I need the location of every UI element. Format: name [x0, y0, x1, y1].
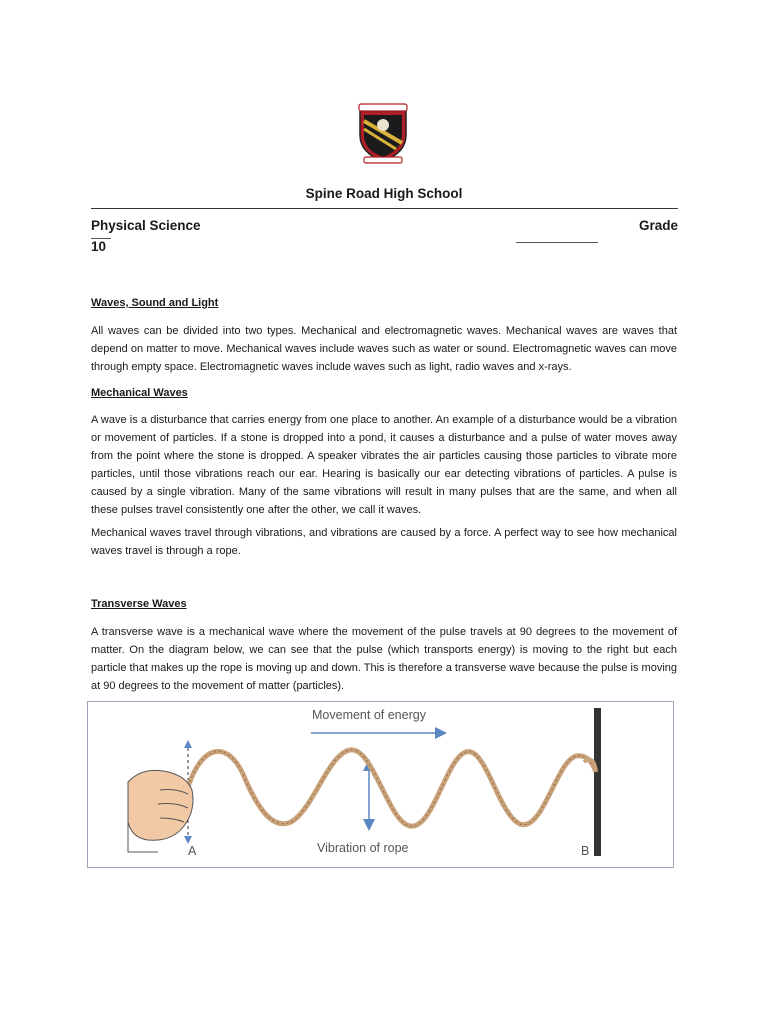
rope-wave — [188, 750, 596, 826]
mechanical-paragraph-1: A wave is a disturbance that carries energy from one place to another. An example of a disturbance would be a vibration or movement of particles. If a stone is dropped into a pond, it causes a disturbance and a pulse of water moves away from the point where the stone is dropped. A speaker vibrates the air particles causing those particles to vibrate more particles, until those vibrations reach our ear. Hearing is basically our ear detecting vibrations of particles. A pulse is caused by a single vibration. Many of the same vibrations will result in many pulses that are the same, and when all these pulses travel consistently one after the other, we call it waves. — [91, 414, 677, 516]
school-crest-icon — [356, 101, 410, 165]
mechanical-paragraph-2: Mechanical waves travel through vibrations, and vibrations are caused by a force. A perfect way to see how mechanical waves travel is through a rope. — [91, 527, 677, 557]
subject-title: Physical Science — [91, 218, 201, 233]
wall-post — [594, 708, 601, 856]
transverse-wave-diagram — [87, 701, 674, 868]
point-b-label: B — [581, 844, 590, 858]
header-divider — [91, 208, 678, 209]
grade-number: 10 — [91, 239, 107, 254]
heading-transverse-waves: Transverse Waves — [91, 598, 187, 610]
energy-label: Movement of energy — [312, 708, 426, 722]
vibration-label: Vibration of rope — [317, 841, 409, 855]
subject-divider-right — [516, 242, 598, 243]
hand-icon — [128, 770, 193, 852]
intro-paragraph: All waves can be divided into two types. Mechanical and electromagnetic waves. Mechanical waves are waves that depend on matter to move. Mechanical waves include waves such as water or sound. Electromagnetic waves can move through empty space. Electromagnetic waves include waves such as light, radio waves and x-rays. — [91, 325, 677, 373]
transverse-paragraph: A transverse wave is a mechanical wave where the movement of the pulse travels at 90 degrees to the movement of matter. On the diagram below, we can see that the pulse (which transports energy) is moving to the right but each particle that makes up the rope is moving up and down. This is therefore a transverse wave because the pulse is moving at 90 degrees to the movement of matter (particles). — [91, 626, 677, 692]
heading-mechanical-waves: Mechanical Waves — [91, 387, 188, 399]
grade-label: Grade — [638, 218, 678, 233]
point-a-label: A — [188, 844, 197, 858]
heading-waves-sound-light: Waves, Sound and Light — [91, 297, 219, 309]
school-name: Spine Road High School — [305, 186, 463, 201]
